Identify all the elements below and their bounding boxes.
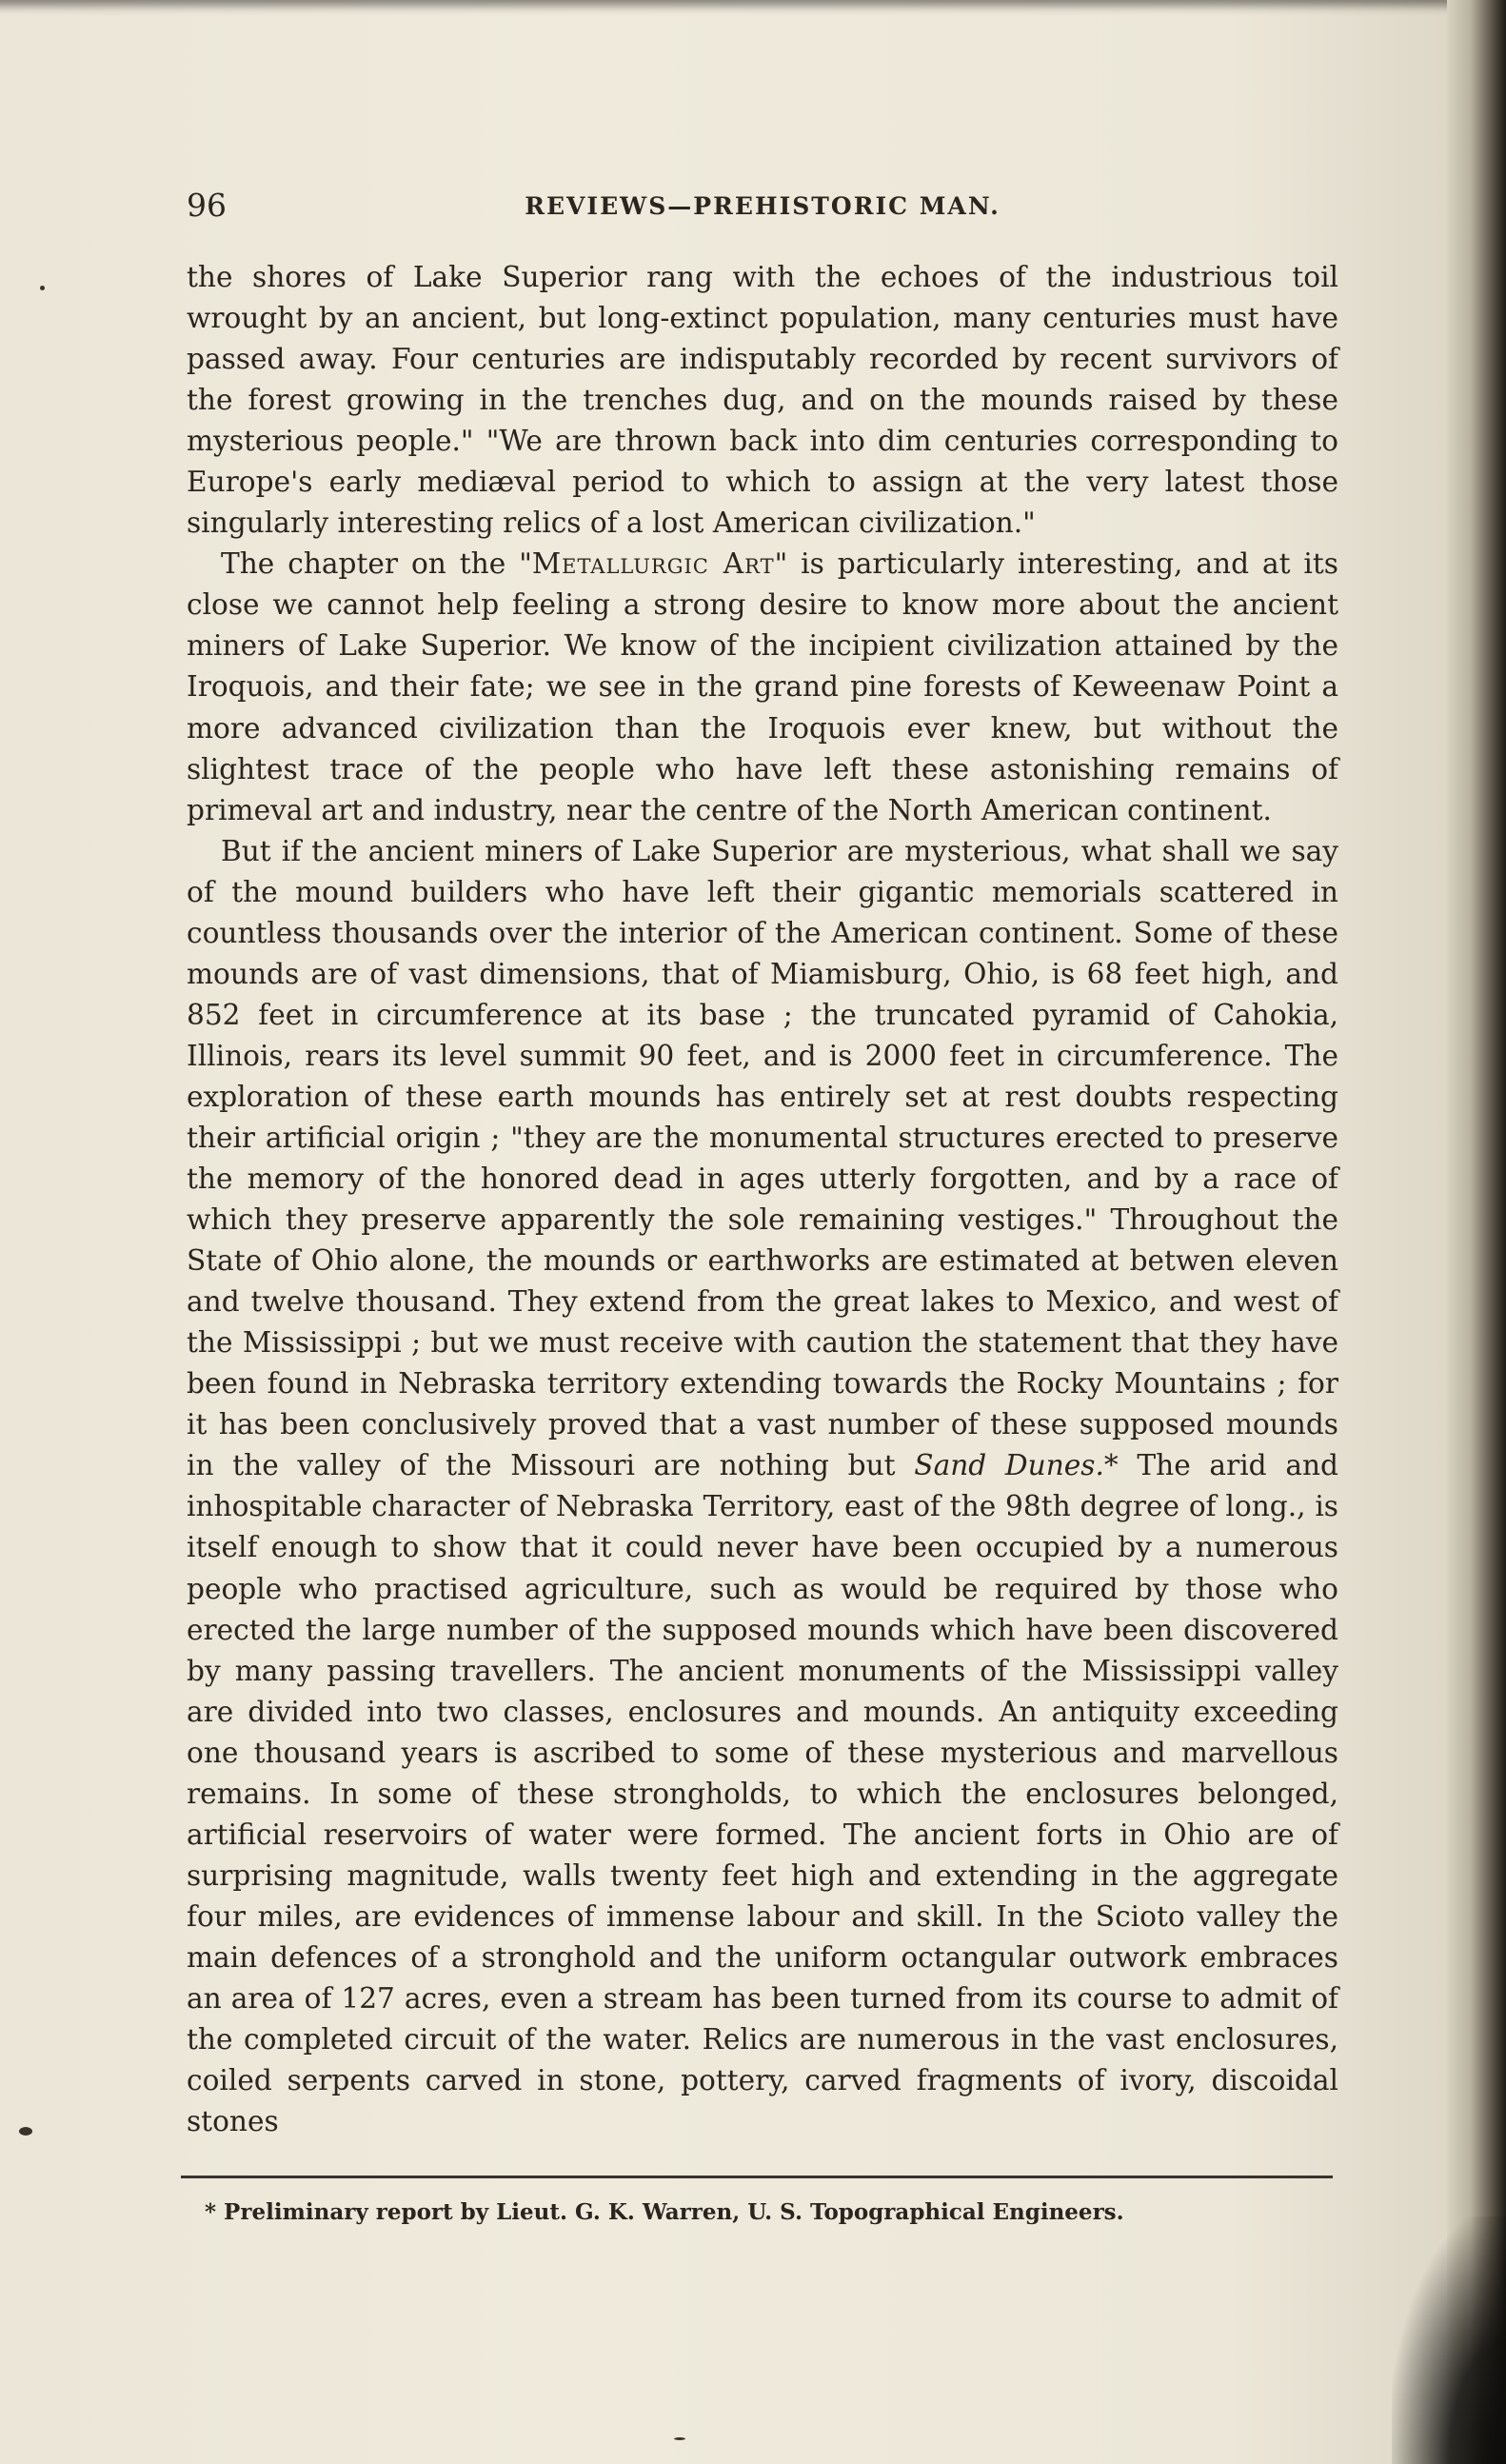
running-head: REVIEWS—PREHISTORIC MAN. (525, 192, 1001, 220)
footnote-rule (181, 2176, 1333, 2178)
paragraph-2-before: The chapter on the " (221, 547, 532, 581)
corner-shadow (1392, 2216, 1506, 2464)
page-number: 96 (187, 187, 227, 224)
ink-speck (19, 2127, 32, 2136)
page-edge (1447, 0, 1506, 2464)
paragraph-3 (187, 831, 1338, 2143)
paragraph-3-before: But if the ancient miners of Lake Superior are mysterious, what shall we say of the mound builders who have left their gigantic memorials scattered in countless thousands over the interior of the American continent. Some of these mounds are of vast dimensions, that of Miamisburg, Ohio, is 68 feet high, and 852 feet in circumference at its base ; the truncated pyramid of Cahokia, Illinois, rears its level summit 90 feet, and is 2000 feet in circumference. The exploration of these earth mounds has entirely set at rest doubts respecting their artificial origin ; "they are the monumental structures erected to preserve the memory of the honored dead in ages utterly forgotten, and by a race of which they preserve apparently the sole remaining vestiges." Throughout the State of Ohio alone, the mounds or earthworks are estimated at betwen eleven and twelve thousand. They extend from the great lakes to Mexico, and west of the Mississippi ; but we must receive with caution the statement that they have been found in Nebraska territory extending towards the Rocky Mountains ; for it has been conclusively proved that a vast number of these supposed mounds in the valley of the Missouri are nothing but (187, 834, 1338, 1482)
body-text (187, 257, 1338, 2142)
paragraph-2-smallcaps: Metallurgic Art (531, 547, 775, 581)
paragraph-2-after: " is particularly interesting, and at its close we cannot help feeling a strong desire to know more about the ancient miners of Lake Superior. We know of the incipient civilization attained by the Iroquois, and their fate; we see in the grand pine forests of Keweenaw Point a more advanced civilization than the Iroquois ever knew, but without the slightest trace of the people who have left these astonishing remains of primeval art and industry, near the centre of the North American continent. (187, 547, 1338, 826)
paragraph-2 (187, 544, 1338, 830)
paragraph-1-text: the shores of Lake Superior rang with the echoes of the industrious toil wrought by an ancient, but long-extinct population, many centuries must have passed away. Four centuries are indisputably recorded by recent survivors of the forest growing in the trenches dug, and on the mounds raised by these mysterious people." "We are thrown back into dim centuries corresponding to Europe's early mediæval period to which to assign at the very latest those singularly interesting relics of a lost American civilization." (187, 261, 1338, 540)
paragraph-3-after: * The arid and inhospitable character of Nebraska Territory, east of the 98th degree of long., is itself enough to show that it could never have been occupied by a numerous people who practised agriculture, such as would be required by those who erected the large number of the supposed mounds which have been discovered by many passing travellers. The ancient monuments of the Mississippi valley are divided into two classes, enclosures and mounds. An antiquity exceeding one thousand years is ascribed to some of these mysterious and marvellous remains. In some of these strongholds, to which the enclosures belonged, artificial reservoirs of water were formed. The ancient forts in Ohio are of surprising magnitude, walls twenty feet high and extending in the aggregate four miles, are evidences of immense labour and skill. In the Scioto valley the main defences of a stronghold and the uniform octangular outwork embraces an area of 127 acres, even a stream has been turned from its course to admit of the completed circuit of the water. Relics are numerous in the vast enclosures, coiled serpents carved in stone, pottery, carved fragments of ivory, discoidal stones (187, 1449, 1338, 2138)
paragraph-3-italic: Sand Dunes. (914, 1449, 1104, 1482)
ink-speck (40, 286, 45, 290)
page-header (187, 187, 1338, 234)
paragraph-1 (187, 257, 1338, 544)
ink-speck (674, 2437, 685, 2440)
footnote: * Preliminary report by Lieut. G. K. Warren, U. S. Topographical Engineers. (205, 2199, 1124, 2225)
